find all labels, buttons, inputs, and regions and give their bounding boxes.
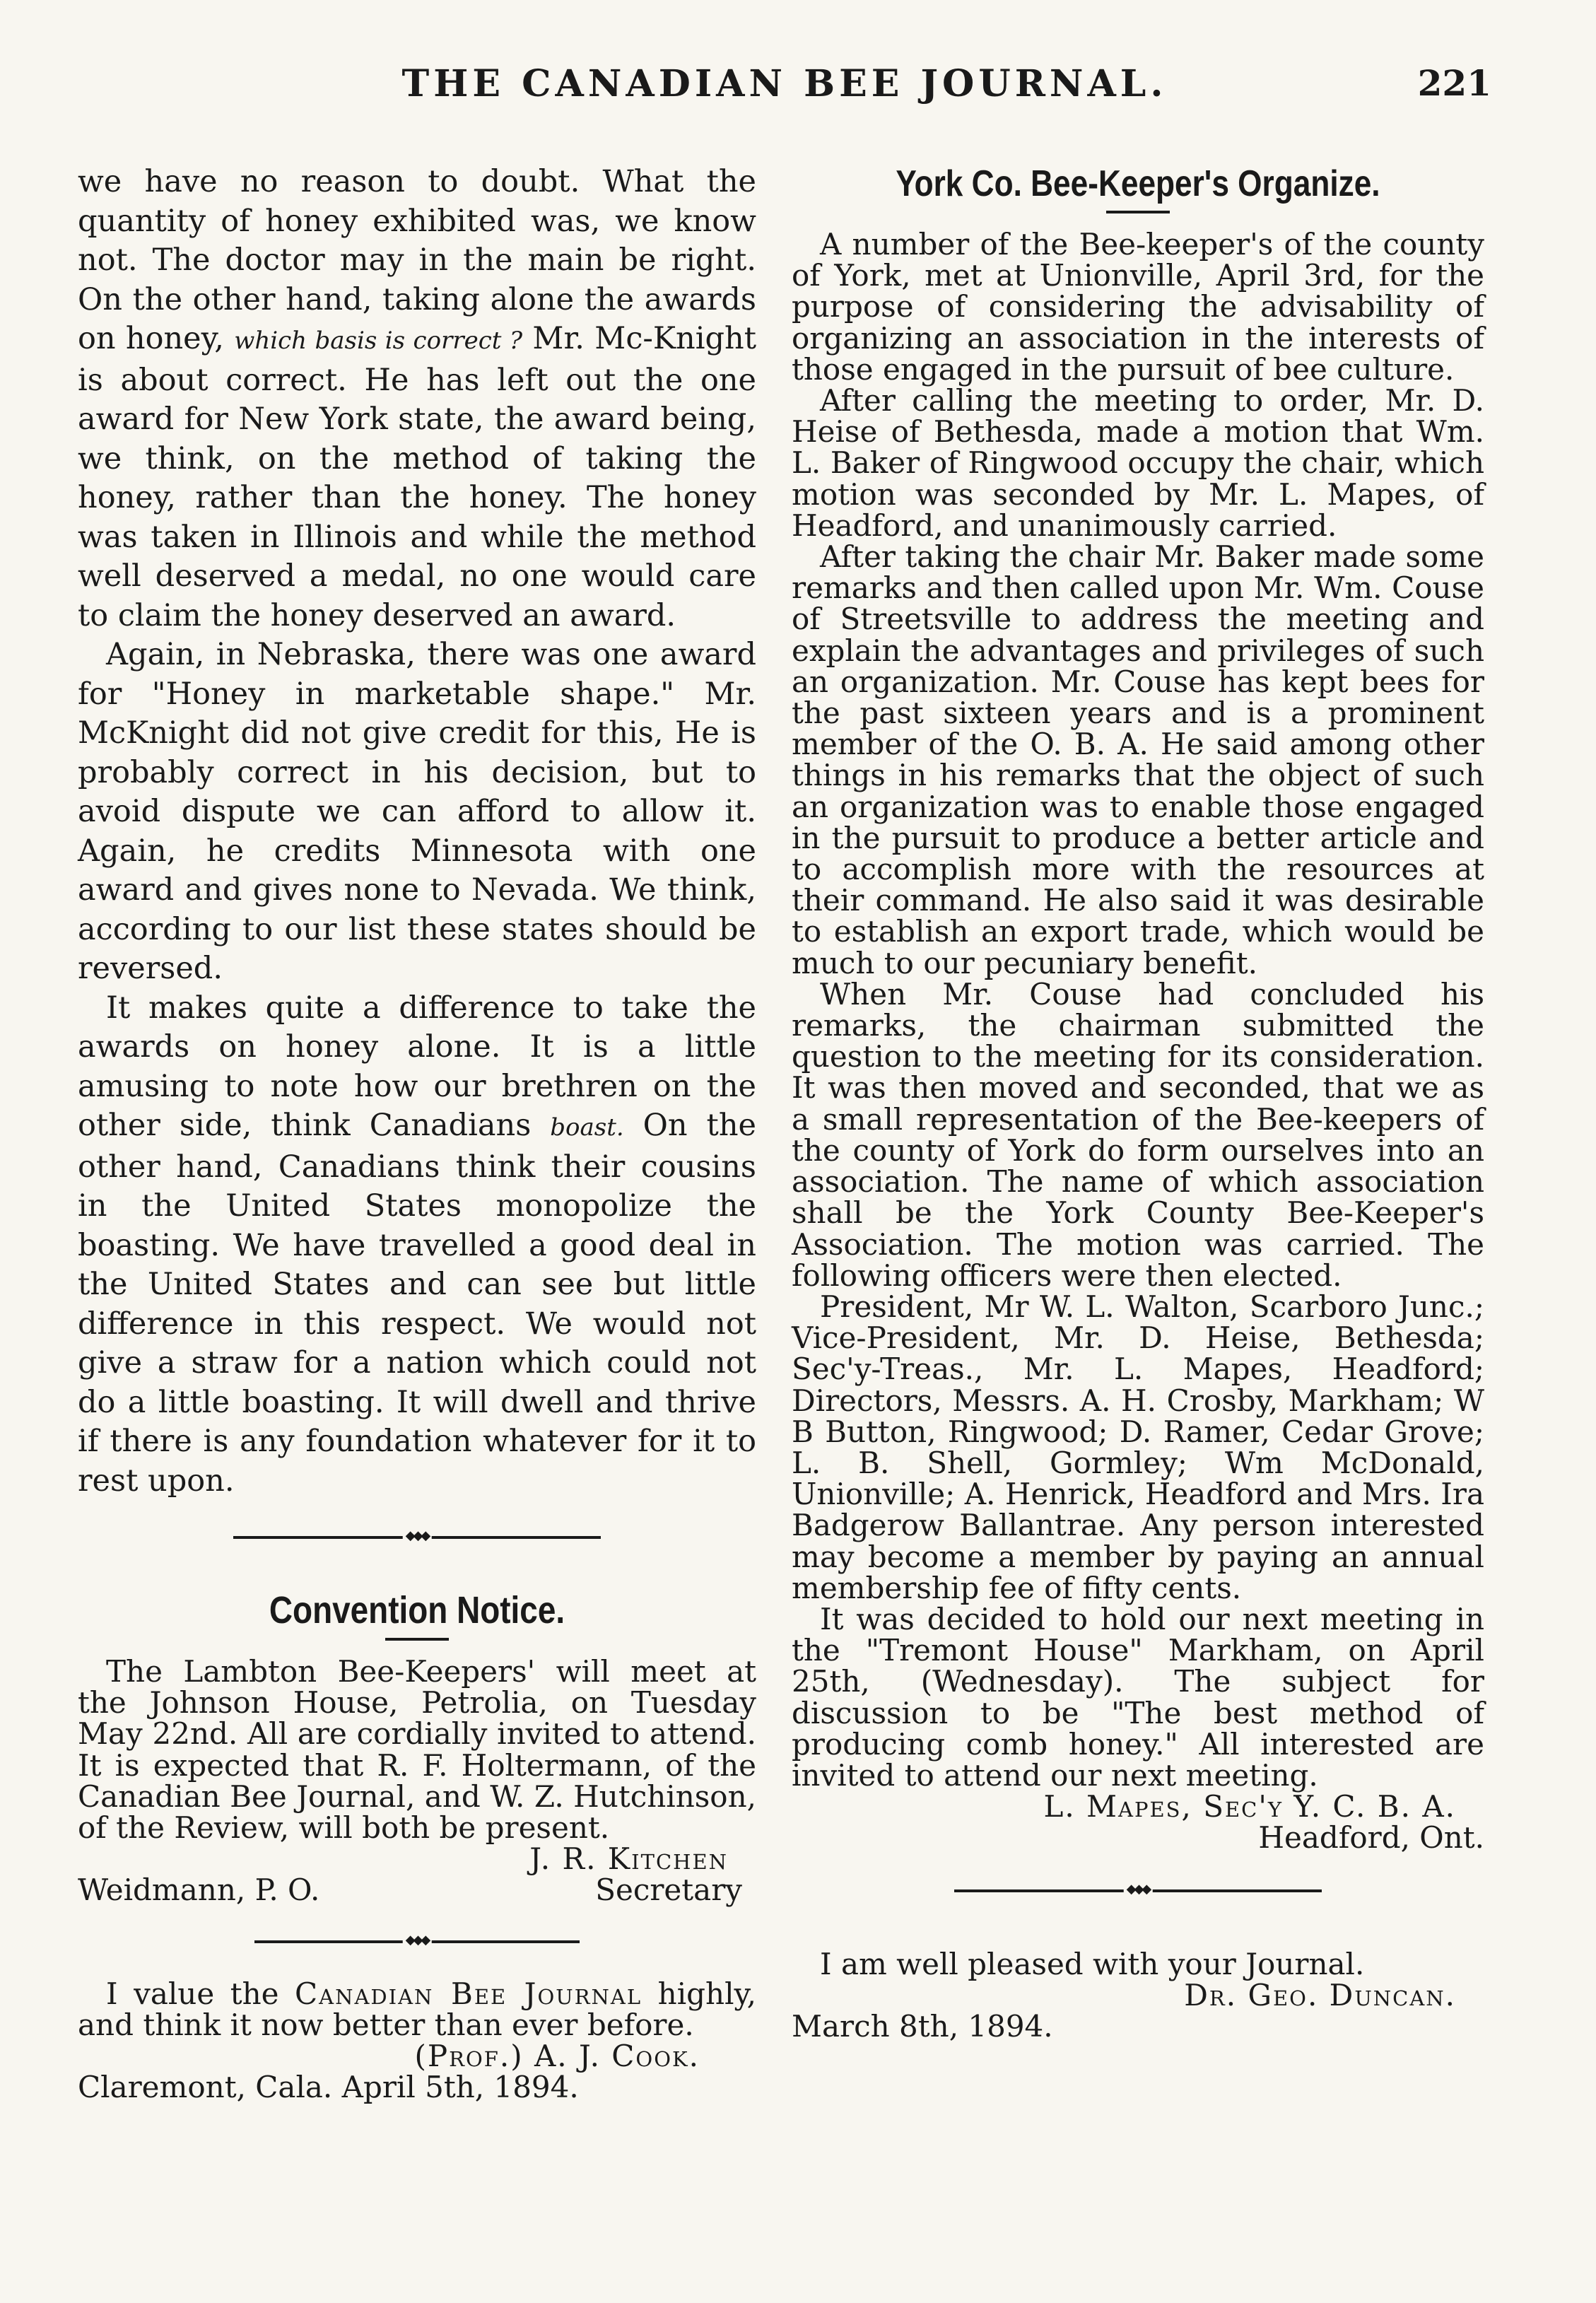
testimonial-text: I am well pleased with your Journal. bbox=[820, 1946, 1365, 1981]
testimonial-place-date: Claremont, Cala. April 5th, 1894. bbox=[78, 2070, 579, 2105]
page-number: 221 bbox=[1417, 62, 1491, 104]
convention-role: Secretary bbox=[595, 1873, 742, 1908]
york-heading: York Co. Bee-Keeper's Organize. bbox=[896, 163, 1380, 204]
testimonial-signer: Dr. Geo. Duncan. bbox=[1184, 1977, 1456, 2012]
left-column bbox=[78, 163, 756, 2103]
ornamental-divider bbox=[233, 1536, 601, 1539]
ornamental-divider bbox=[954, 1889, 1322, 1892]
testimonial-date: March 8th, 1894. bbox=[792, 2008, 1053, 2044]
page-header bbox=[78, 62, 1491, 126]
italic-phrase: which basis is correct ? bbox=[234, 327, 523, 355]
journal-name: Canadian Bee Journal bbox=[295, 1976, 642, 2011]
article-paragraph: Again, in Nebraska, there was one award for "Honey in marketable shape." Mr. McKnight did not give credit for this, He is probably correct in his decision, but to avoid dispute we can afford to allow it. Again, he credits Minnesota with one award and gives none to Nevada. We think, according to our list these states should be reversed. bbox=[78, 637, 756, 986]
running-title: THE CANADIAN BEE JOURNAL. bbox=[401, 62, 1168, 105]
convention-signer: J. R. Kitchen bbox=[529, 1841, 728, 1877]
article-paragraph: It makes quite a difference to take the awards on honey alone. It is a little amusing to note how our brethren on the other side, think Canadians boast. On the other hand, Canadians think their cousins in the United States monopolize the boasting. We have travelled a good deal in the United States and can see but little difference in this respect. We would not give a straw for a nation which could not do a little boasting. It will dwell and thrive if there is any foundation whatever for it to rest upon. bbox=[78, 990, 756, 1499]
convention-body: The Lambton Bee-Keepers' will meet at the Johnson House, Petrolia, on Tuesday May 22nd. All are cordially invited to attend. It is expected that R. F. Holtermann, of the Canadian Bee Journal, and W. Z. Hutchinson, of the Review, will both be present. bbox=[78, 1654, 756, 1846]
heading-rule bbox=[385, 1638, 449, 1641]
york-article bbox=[792, 163, 1484, 1854]
mcknight-article bbox=[78, 163, 756, 1501]
york-paragraph: President, Mr W. L. Walton, Scarboro Junc.; Vice-President, Mr. D. Heise, Bethesda; Sec'y-Treas., Mr. L. Mapes, Headford; Directors, Messrs. A. H. Crosby, Markham; W B Button, Ringwood; D. Ramer, Cedar Grove; L. B. Shell, Gormley; Wm McDonald, Unionville; A. Henrick, Headford and Mrs. Ira Badgerow Ballantrae. Any person interested may become a member by paying an annual membership fee of fifty cents. bbox=[792, 1289, 1484, 1605]
cook-testimonial bbox=[78, 1976, 757, 2105]
convention-sign-row bbox=[78, 1875, 756, 1906]
testimonial-signer: (Prof.) A. J. Cook. bbox=[414, 2039, 700, 2074]
italic-word: boast. bbox=[550, 1113, 624, 1142]
york-paragraph: When Mr. Couse had concluded his remarks, the chairman submitted the question to the meeting for its consideration. It was then moved and seconded, that we as a small representation of the Bee-keepers of the county of York do form ourselves into an association. The name of which association shall be the York County Bee-Keeper's Association. The motion was carried. The following officers were then elected. bbox=[792, 976, 1484, 1293]
york-signer-place: Headford, Ont. bbox=[1258, 1820, 1484, 1856]
duncan-testimonial bbox=[792, 1946, 1484, 2044]
heading-rule bbox=[1106, 211, 1170, 213]
article-paragraph: we have no reason to doubt. What the quantity of honey exhibited was, we know not. The doctor may in the main be right. On the other hand, taking alone the awards on honey, which basis is correct ? Mr. Mc-Knight is about correct. He has left out the one award for New York state, the award being, we think, on the method of taking the honey, rather than the honey. The honey was taken in Illinois and while the method well deserved a medal, no one would care to claim the honey deserved an award. bbox=[78, 164, 757, 633]
convention-place: Weidmann, P. O. bbox=[78, 1873, 320, 1908]
convention-heading: Convention Notice. bbox=[269, 1589, 565, 1631]
york-paragraph: It was decided to hold our next meeting in the "Tremont House" Markham, on April 25th, (Wednesday). The subject for discussion to be "The best method of producing comb honey." All interested are invited to attend our next meeting. bbox=[792, 1601, 1484, 1793]
york-paragraph: A number of the Bee-keeper's of the county of York, met at Unionville, April 3rd, for the purpose of considering the advisability of organizing an association in the interests of those engaged in the pursuit of bee culture. bbox=[792, 227, 1484, 387]
testimonial-text: I value the Canadian Bee Journal highly, and think it now better than ever before. bbox=[78, 1976, 757, 2042]
right-column bbox=[792, 163, 1484, 2042]
york-paragraph: After calling the meeting to order, Mr. D. Heise of Bethesda, made a motion that Wm. L. Baker of Ringwood occupy the chair, which motion was seconded by Mr. L. Mapes, of Headford, and unanimously carried. bbox=[792, 383, 1484, 543]
ornamental-divider bbox=[254, 1940, 580, 1943]
york-paragraph: After taking the chair Mr. Baker made some remarks and then called upon Mr. Wm. Couse of Streetsville to address the meeting and explain the advantages and privileges of such an organization. Mr. Couse has kept bees for the past sixteen years and is a prominent member of the O. B. A. He said among other things in his remarks that the object of such an organization was to enable those engaged in the pursuit to produce a better article and to accomplish more with the resources at their command. He also said it was desirable to establish an export trade, which would be much to our pecuniary benefit. bbox=[792, 539, 1484, 980]
convention-notice bbox=[78, 1588, 756, 1906]
york-signer: L. Mapes, Sec'y Y. C. B. A. bbox=[1043, 1789, 1456, 1824]
